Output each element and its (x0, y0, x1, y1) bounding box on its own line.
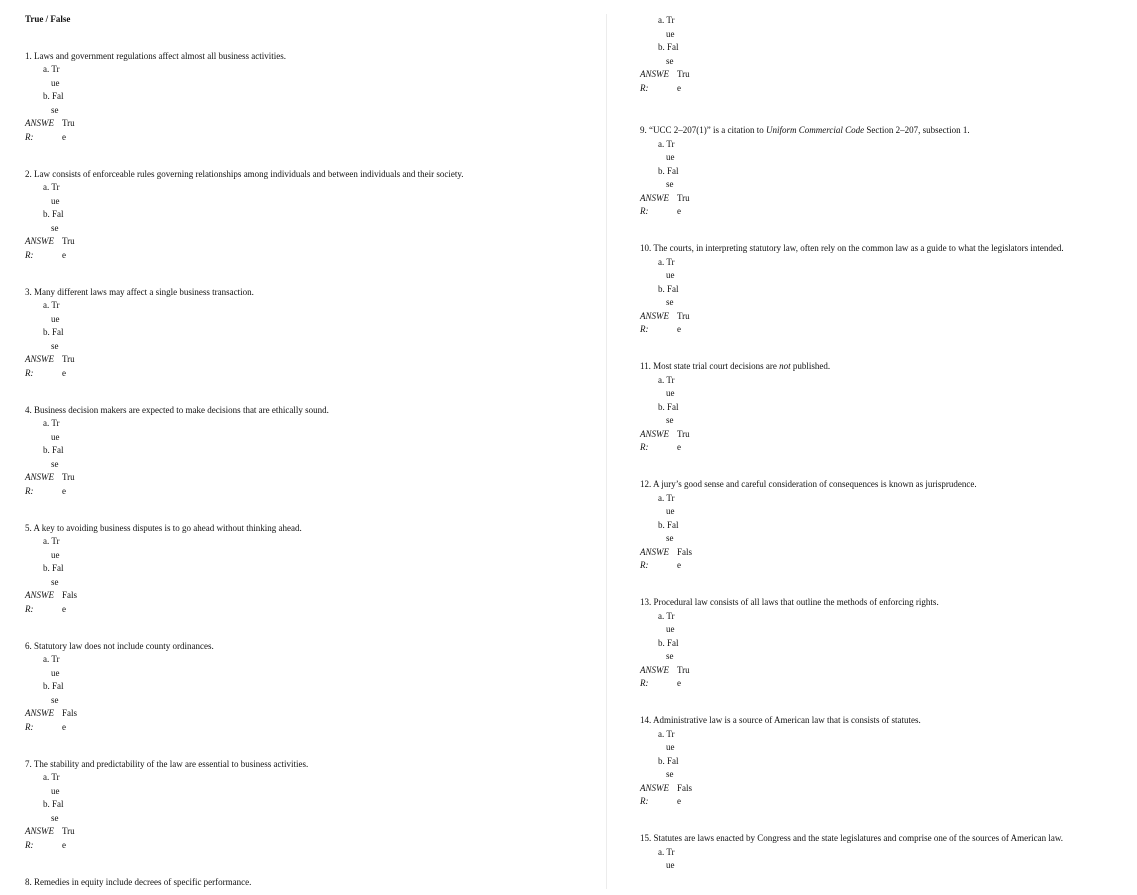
option-b-wrap: se (51, 222, 59, 233)
answer-label: ANSWE (25, 236, 54, 246)
option-b[interactable]: b. Fal (43, 91, 64, 101)
answer-label-wrap: R: (640, 796, 649, 806)
option-a[interactable]: a. Tr (658, 492, 675, 503)
question-stem: 12. A jury’s good sense and careful consideration of consequences is known as jurisprudence. (640, 479, 977, 489)
option-a-wrap: ue (51, 431, 60, 442)
option-a[interactable]: a. Tr (43, 418, 60, 428)
answer-label-wrap: R: (640, 206, 649, 216)
answer-label-wrap: R: (640, 678, 649, 688)
answer-line-2 (25, 249, 600, 263)
question-1 (25, 50, 600, 168)
answer-label: ANSWE (25, 354, 54, 364)
question-stem: 13. Procedural law consists of all laws that outline the methods of enforcing rights. (640, 597, 939, 607)
option-b-wrap: se (51, 576, 59, 587)
option-b-wrap: se (51, 458, 59, 469)
answer-value: Fals (677, 782, 693, 793)
answer-line (25, 117, 600, 131)
answer-value: Tru (62, 472, 75, 482)
question-stem: 15. Statutes are laws enacted by Congress and the state legislatures and comprise one of the sources of American law. (640, 833, 1064, 843)
option-b-wrap: se (51, 340, 59, 351)
answer-line (640, 664, 1110, 678)
option-b[interactable]: b. Fal (43, 681, 64, 691)
answer-line-2 (25, 839, 600, 853)
answer-label: ANSWE (640, 664, 669, 675)
answer-label-wrap: R: (640, 324, 649, 334)
answer-value-wrap: e (677, 560, 681, 570)
answer-label-wrap: R: (25, 131, 34, 142)
answer-line (640, 192, 1110, 206)
answer-label: ANSWE (25, 708, 54, 718)
option-a[interactable]: a. Tr (658, 256, 675, 267)
stem-emphasis: Uniform Commercial Code (765, 125, 865, 135)
answer-label-wrap: R: (640, 560, 649, 570)
answer-line (25, 707, 600, 721)
stem-text: 9. “UCC 2–207(1)” is a citation to (640, 125, 766, 135)
answer-label: ANSWE (640, 428, 669, 439)
answer-value-wrap: e (677, 324, 681, 334)
answer-line-2 (640, 795, 1110, 809)
option-b[interactable]: b. Fal (658, 165, 679, 176)
question-15 (640, 832, 1110, 873)
option-b-wrap: se (51, 812, 59, 823)
stem-text: 11. Most state trial court decisions are (640, 361, 780, 371)
option-a[interactable]: a. Tr (43, 772, 60, 782)
answer-label: ANSWE (25, 472, 54, 482)
answer-label: ANSWE (640, 310, 669, 321)
answer-value: Tru (62, 354, 75, 364)
answer-value-wrap: e (62, 603, 66, 614)
question-stem: 2. Law consists of enforceable rules governing relationships among individuals and between individuals and their society. (25, 168, 464, 179)
option-b-wrap: se (666, 769, 674, 779)
answer-line-2 (640, 677, 1110, 691)
question-stem: 10. The courts, in interpreting statutory law, often rely on the common law as a guide to what the legislators intended. (640, 243, 1064, 253)
question-stem: 5. A key to avoiding business disputes is to go ahead without thinking ahead. (25, 522, 302, 533)
option-b-wrap: se (51, 104, 59, 115)
option-b-wrap: se (666, 415, 674, 425)
answer-line-2 (640, 441, 1110, 455)
answer-label-wrap: R: (25, 367, 34, 378)
answer-label-wrap: R: (25, 485, 34, 496)
stem-text-end: Section 2–207, subsection 1. (864, 125, 970, 135)
option-a[interactable]: a. Tr (658, 728, 675, 739)
answer-value: Tru (62, 826, 75, 836)
answer-line (25, 589, 600, 603)
option-a-wrap: ue (666, 388, 675, 398)
answer-line (640, 546, 1110, 560)
question-4 (25, 404, 600, 522)
question-5 (25, 522, 600, 640)
answer-line (25, 353, 600, 367)
question-8-continued (640, 14, 1110, 124)
answer-line (25, 235, 600, 249)
option-a-wrap: ue (666, 624, 675, 634)
question-stem: 3. Many different laws may affect a single business transaction. (25, 286, 254, 297)
answer-value-wrap: e (62, 367, 66, 378)
option-a[interactable]: a. Tr (658, 138, 675, 149)
answer-label: ANSWE (25, 826, 54, 836)
answer-value: Tru (677, 192, 690, 203)
option-a-wrap: ue (666, 152, 675, 162)
question-stem: 1. Laws and government regulations affect almost all business activities. (25, 50, 287, 61)
option-b[interactable]: b. Fal (43, 327, 64, 337)
answer-line (640, 782, 1110, 796)
option-b-wrap: se (666, 179, 674, 189)
option-a-wrap: ue (51, 313, 60, 324)
question-6 (25, 640, 600, 758)
option-b[interactable]: b. Fal (43, 445, 64, 455)
option-b[interactable]: b. Fal (658, 283, 679, 294)
answer-line-2 (25, 603, 600, 617)
answer-value-wrap: e (62, 131, 66, 142)
answer-label-wrap: R: (25, 249, 34, 260)
answer-value-wrap: e (677, 442, 681, 452)
question-9 (640, 124, 1110, 242)
answer-value-wrap: e (677, 796, 681, 806)
question-stem: 14. Administrative law is a source of American law that is consists of statutes. (640, 715, 921, 725)
option-b-wrap: se (666, 651, 674, 661)
answer-label: ANSWE (640, 782, 669, 793)
answer-label: ANSWE (640, 69, 669, 79)
answer-label: ANSWE (25, 118, 54, 128)
answer-line (25, 825, 600, 839)
option-b[interactable]: b. Fal (658, 755, 679, 766)
answer-label-wrap: R: (25, 839, 34, 850)
option-a-wrap: ue (666, 506, 675, 516)
option-a[interactable]: a. Tr (43, 536, 60, 546)
option-a[interactable]: a. Tr (658, 15, 675, 25)
left-column (25, 13, 600, 889)
answer-value: Tru (677, 664, 690, 675)
answer-line-2 (640, 559, 1110, 573)
answer-value-wrap: e (62, 485, 66, 496)
option-a-wrap: ue (666, 270, 675, 280)
option-b[interactable]: b. Fal (658, 42, 679, 52)
answer-value: Tru (677, 428, 690, 439)
answer-line-2 (640, 205, 1110, 219)
option-a[interactable]: a. Tr (43, 182, 60, 192)
option-a[interactable]: a. Tr (658, 846, 675, 857)
option-a-wrap: ue (51, 77, 60, 88)
section-heading: True / False (25, 14, 71, 24)
stem-text-end: published. (790, 361, 831, 371)
answer-line-2 (25, 367, 600, 381)
answer-line-2 (25, 721, 600, 735)
stem-emphasis: not (779, 361, 791, 371)
answer-value: Fals (677, 546, 693, 557)
option-a-wrap: ue (51, 667, 60, 678)
option-b[interactable]: b. Fal (43, 799, 64, 809)
answer-line (640, 428, 1110, 442)
option-a[interactable]: a. Tr (658, 374, 675, 385)
answer-line-2 (25, 485, 600, 499)
column-divider (606, 14, 607, 889)
question-stem (640, 124, 1110, 138)
option-a-wrap: ue (666, 28, 675, 39)
answer-label: ANSWE (640, 192, 669, 203)
answer-value: Fals (62, 708, 78, 718)
answer-line (640, 68, 1110, 82)
option-b-wrap: se (51, 694, 59, 705)
answer-label-wrap: R: (640, 442, 649, 452)
question-13 (640, 596, 1110, 714)
option-b[interactable]: b. Fal (658, 637, 679, 648)
answer-value-wrap: e (677, 206, 681, 216)
option-a[interactable]: a. Tr (43, 300, 60, 310)
option-a-wrap: ue (51, 785, 60, 796)
answer-line-2 (640, 323, 1110, 337)
question-stem: 4. Business decision makers are expected to make decisions that are ethically sound. (25, 404, 329, 415)
option-b-wrap: se (666, 297, 674, 307)
option-a-wrap: ue (666, 742, 675, 752)
option-a[interactable]: a. Tr (43, 654, 60, 664)
option-b[interactable]: b. Fal (658, 519, 679, 530)
answer-label-wrap: R: (640, 82, 649, 93)
answer-value-wrap: e (62, 249, 66, 260)
answer-value-wrap: e (677, 82, 681, 93)
answer-value: Tru (62, 118, 75, 128)
question-11 (640, 360, 1110, 478)
question-10 (640, 242, 1110, 360)
answer-value: Fals (62, 590, 78, 600)
option-a-wrap: ue (51, 195, 60, 206)
option-b-wrap: se (666, 533, 674, 543)
option-a[interactable]: a. Tr (658, 610, 675, 621)
option-a[interactable]: a. Tr (43, 64, 60, 74)
question-stem (640, 360, 1110, 374)
option-b-wrap: se (666, 55, 674, 66)
answer-value-wrap: e (62, 721, 66, 732)
answer-label-wrap: R: (25, 721, 34, 732)
answer-label-wrap: R: (25, 603, 34, 614)
option-b[interactable]: b. Fal (658, 401, 679, 412)
answer-value: Tru (677, 310, 690, 321)
question-8-stem: 8. Remedies in equity include decrees of specific performance. (25, 876, 252, 887)
answer-line (25, 471, 600, 485)
answer-value-wrap: e (677, 678, 681, 688)
question-7 (25, 758, 600, 876)
right-column (640, 14, 1110, 873)
question-2 (25, 168, 600, 286)
question-stem: 7. The stability and predictability of the law are essential to business activities. (25, 758, 309, 769)
answer-value: Tru (62, 236, 75, 246)
question-stem: 6. Statutory law does not include county ordinances. (25, 640, 214, 651)
question-12 (640, 478, 1110, 596)
option-b[interactable]: b. Fal (43, 563, 64, 573)
answer-line-2 (640, 82, 1110, 96)
answer-label: ANSWE (25, 590, 54, 600)
answer-value-wrap: e (62, 839, 66, 850)
answer-line-2 (25, 131, 600, 145)
option-a-wrap: ue (51, 549, 60, 560)
answer-value: Tru (677, 69, 690, 79)
answer-label: ANSWE (640, 546, 669, 557)
option-b[interactable]: b. Fal (43, 209, 64, 219)
question-14 (640, 714, 1110, 832)
question-3 (25, 286, 600, 404)
answer-line (640, 310, 1110, 324)
option-a-wrap: ue (666, 860, 675, 870)
